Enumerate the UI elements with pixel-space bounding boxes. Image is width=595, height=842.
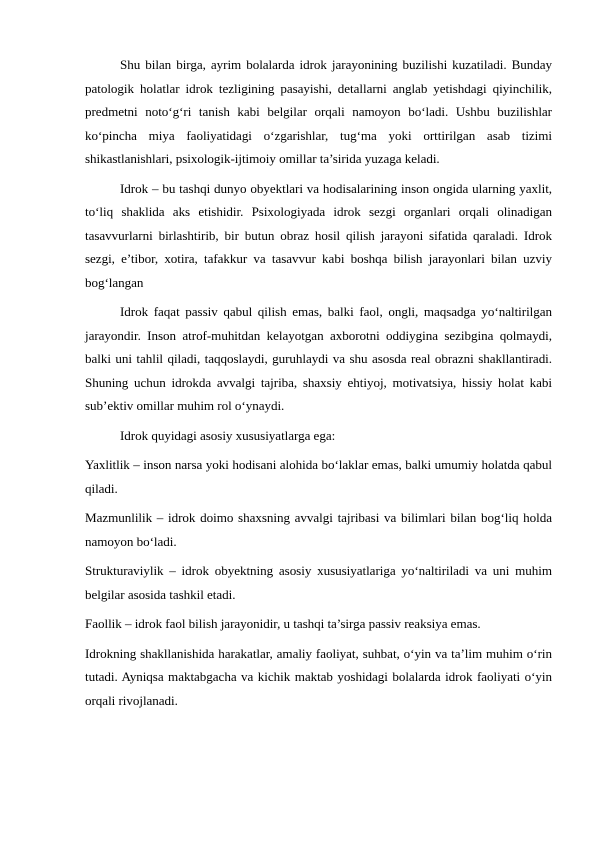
property-activity: Faollik – idrok faol bilish jarayonidir, u tashqi ta’sirga passiv reaksiya emas. — [85, 616, 481, 631]
document-page — [85, 53, 552, 718]
property-integrity: Yaxlitlik – inson narsa yoki hodisani alohida bo‘laklar emas, balki umumiy holatda qabul qiladi. — [85, 457, 552, 496]
paragraph-perception-disorders: Shu bilan birga, ayrim bolalarda idrok jarayonining buzilishi kuzatiladi. Bunday patologik holatlar idrok tezligining pasayishi, detallarni anglab yetishdagi qiyinchilik, predmetni noto‘g‘ri tanish kabi belgilar orqali namoyon bo‘ladi. Ushbu buzilishlar ko‘pincha miya faoliyatidagi o‘zgarishlar, tug‘ma yoki orttirilgan asab tizimi shikastlanishlari, psixologik-ijtimoiy omillar ta’sirida yuzaga keladi. — [85, 57, 552, 166]
property-structurality: Strukturaviylik – idrok obyektning asosiy xususiyatlariga yo‘naltiriladi va uni muhim belgilar asosida tashkil etadi. — [85, 563, 552, 602]
paragraph-perception-definition: Idrok – bu tashqi dunyo obyektlari va hodisalarining inson ongida ularning yaxlit, to‘liq shaklida aks etishidir. Psixologiyada idrok sezgi organlari orqali olinadigan tasavvurlarni birlashtirib, bir butun obraz hosil qilish jarayoni sifatida qaraladi. Idrok sezgi, e’tibor, xotira, tafakkur va tasavvur kabi boshqa bilish jarayonlari bilan uzviy bog‘langan — [85, 180, 552, 290]
paragraph-perception-active-process: Idrok faqat passiv qabul qilish emas, balki faol, ongli, maqsadga yo‘naltirilgan jarayondir. Inson atrof-muhitdan kelayotgan axborotni oddiygina sezibgina qolmaydi, balki uni tahlil qiladi, taqqoslaydi, guruhlaydi va shu asosda real obrazni shakllantiradi. Shuning uchun idrokda avvalgi tajriba, shaxsiy ehtiyoj, motivatsiya, hissiy holat kabi sub’ektiv omillar muhim rol o‘ynaydi. — [85, 304, 552, 413]
paragraph-properties-intro: Idrok quyidagi asosiy xususiyatlarga ega: — [120, 427, 336, 443]
paragraph-perception-formation: Idrokning shakllanishida harakatlar, amaliy faoliyat, suhbat, o‘yin va ta’lim muhim o‘rin tutadi. Ayniqsa maktabgacha va kichik maktab yoshidagi bolalarda idrok faoliyati o‘yin orqali rivojlanadi. — [85, 645, 552, 708]
property-meaningfulness: Mazmunlilik – idrok doimo shaxsning avvalgi tajribasi va bilimlari bilan bog‘liq holda namoyon bo‘ladi. — [85, 510, 552, 549]
